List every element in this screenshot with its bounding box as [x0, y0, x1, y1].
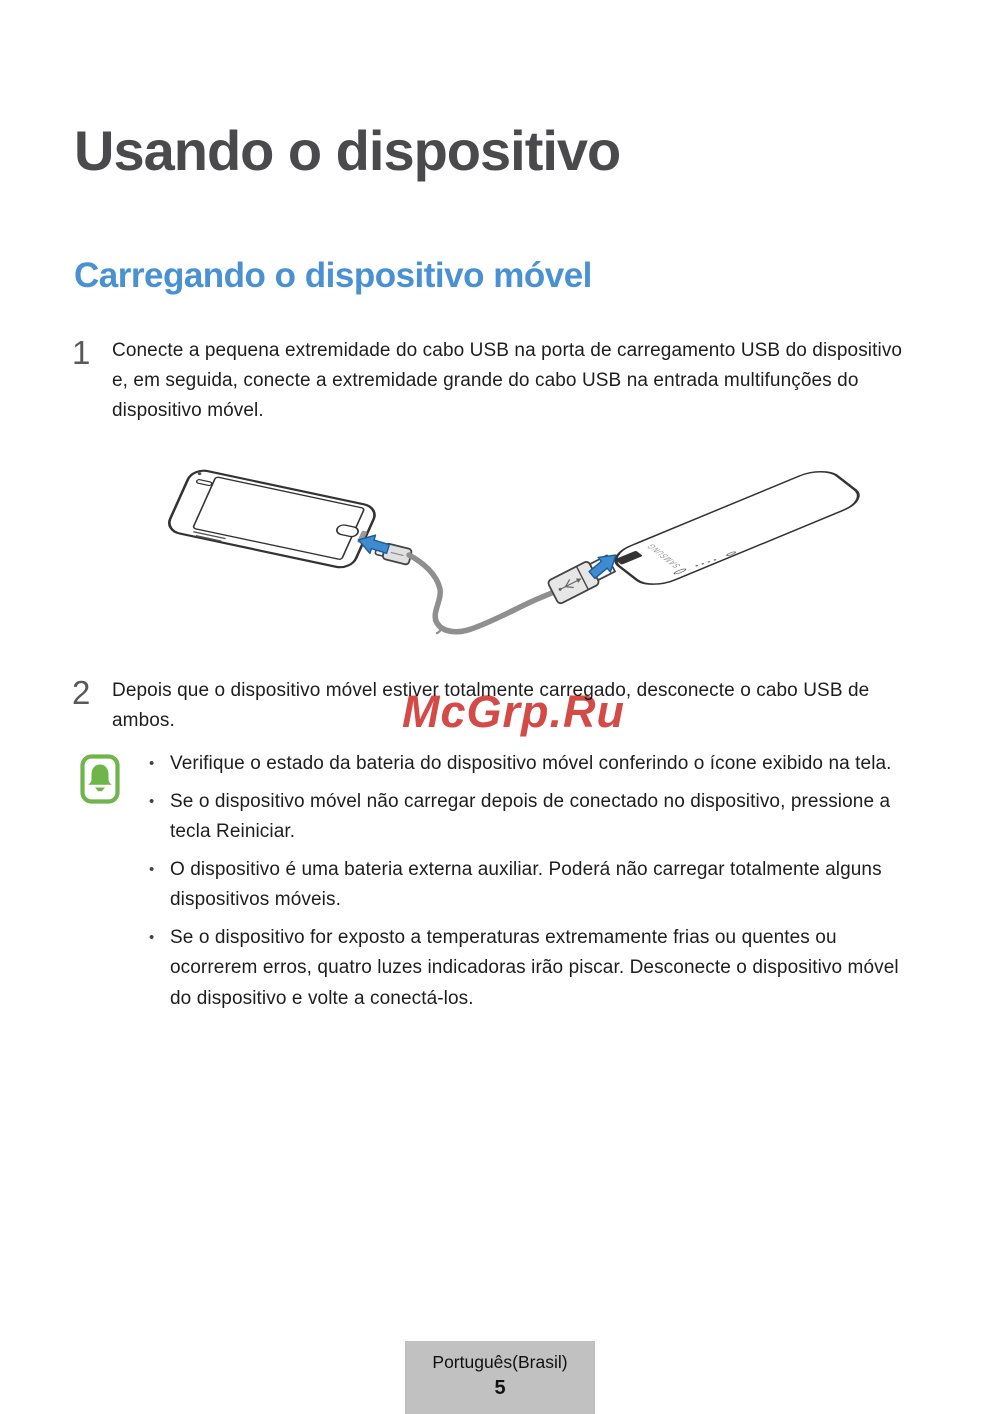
footer-language: Português(Brasil) [432, 1352, 568, 1372]
bullet-dot: • [149, 928, 155, 946]
step-1 [72, 336, 902, 426]
step-1-number: 1 [72, 334, 91, 371]
note-bullet-1 [140, 749, 940, 780]
watermark: McGrp.Ru [402, 686, 626, 737]
note-bullet-4-text: Se o dispositivo for exposto a temperaturas extremamente frias ou quentes ou ocorrerem erros, quatro luzes indicadoras irão piscar. Desconecte o dispositivo móvel do dispositivo e volte a conectá-los. [170, 926, 899, 1009]
page-number: 5 [494, 1377, 506, 1399]
note-bullet-1-text: Verifique o estado da bateria do dispositivo móvel conferindo o ícone exibido na tela. [170, 753, 892, 774]
bullet-dot: • [149, 860, 155, 878]
notification-bell-icon [80, 754, 120, 804]
bullet-dot: • [149, 792, 155, 810]
step-1-text [112, 336, 902, 426]
note-bullet-3-text: O dispositivo é uma bateria externa auxiliar. Poderá não carregar totalmente alguns dispositivos móveis. [170, 858, 882, 910]
phone-illustration [165, 468, 379, 570]
step-1-line-1: Conecte a pequena extremidade do cabo USB na porta de carregamento USB do dispositivo [112, 340, 903, 361]
note-box [140, 749, 940, 1021]
charging-illustration [140, 443, 900, 661]
page-footer [405, 1341, 595, 1414]
power-bank-brand-text: SAMSUNG [643, 542, 684, 570]
step-1-line-2: e, em seguida, conecte a extremidade grande do cabo USB na entrada multifunções do [112, 370, 859, 391]
bullet-dot: • [149, 755, 155, 772]
note-bullet-4 [140, 923, 940, 1015]
step-2-line-1: Depois que o dispositivo móvel estiver totalmente carregado, desconecte o cabo USB de [112, 680, 870, 701]
usb-cable [409, 555, 554, 632]
step-2-line-2: ambos. [112, 710, 175, 731]
section-title: Carregando o dispositivo móvel [74, 256, 592, 295]
note-bullet-3 [140, 855, 940, 916]
power-bank-illustration [606, 466, 868, 590]
note-bullet-2-text: Se o dispositivo móvel não carregar depois de conectado no dispositivo, pressione a tecla Reiniciar. [170, 790, 891, 842]
step-1-line-3: dispositivo móvel. [112, 400, 264, 421]
note-bullet-2 [140, 787, 940, 848]
page-title: Usando o dispositivo [74, 119, 621, 182]
step-2-number: 2 [72, 674, 91, 711]
